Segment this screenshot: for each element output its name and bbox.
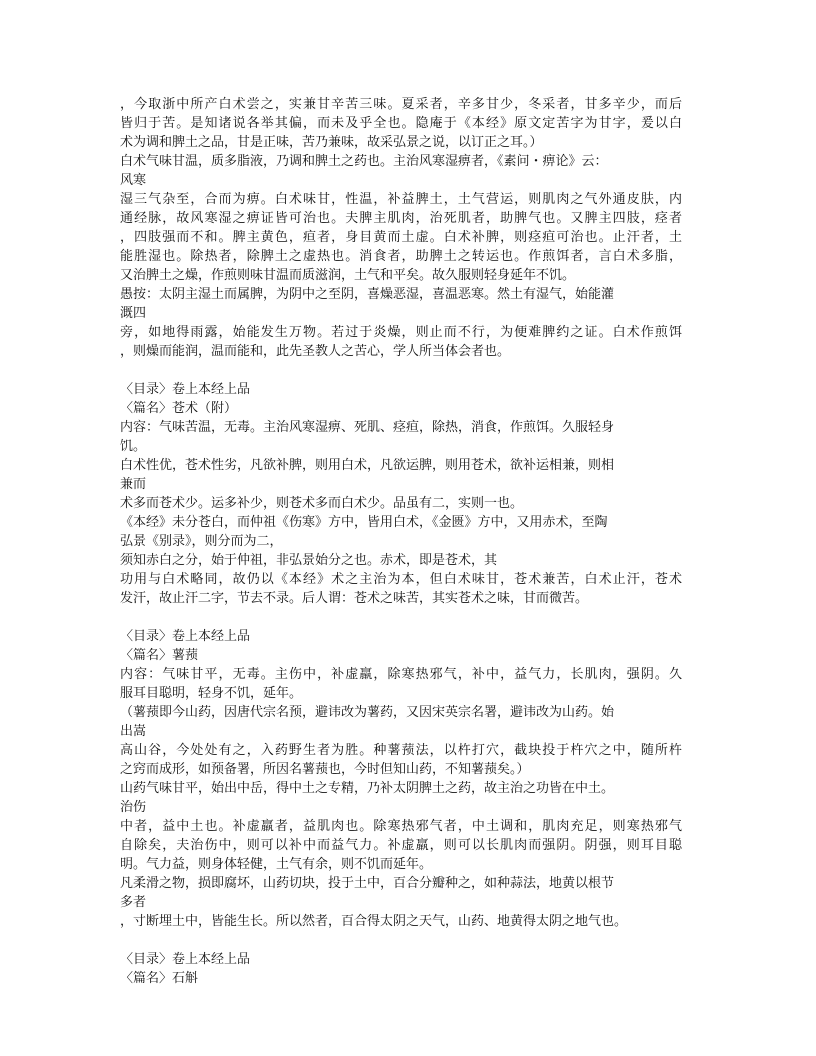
text-line: 溉四 — [120, 306, 147, 321]
text-line: 凡柔滑之物，损即腐坏，山药切块，投于土中，百合分瓣种之，如种蒜法，地黄以根节 — [120, 876, 615, 891]
text-line: 山药气味甘平，始出中岳，得中土之专精，乃补太阴脾土之药，故主治之功皆在中土。 — [120, 781, 615, 796]
paragraph-gap — [120, 931, 682, 950]
text-section — [120, 95, 682, 361]
text-line: 白术性优，苍术性劣，凡欲补脾，则用白术，凡欲运脾，则用苍术，欲补运相兼，则相 — [120, 458, 615, 473]
text-section — [120, 380, 682, 608]
text-line: 高山谷，今处处有之，入药野生者为胜。种薯蓣法，以杵打穴，截块投于杵穴之中，随所杵 — [120, 743, 682, 758]
text-line: 〈篇名〉石斛 — [120, 971, 199, 986]
text-line: 〈篇名〉薯蓣 — [120, 648, 199, 663]
text-line: ，寸断埋土中，皆能生长。所以然者，百合得太阴之天气，山药、地黄得太阴之地气也。 — [120, 914, 628, 929]
text-line: 湿三气杂至，合而为痹。白术味甘，性温，补益脾土，土气营运，则肌肉之气外通皮肤，内 — [120, 192, 682, 207]
text-line: 内容：气味苦温，无毒。主治风寒湿痹、死肌、痉疸，除热，消食，作煎饵。久服轻身 — [120, 420, 615, 435]
text-line: 愚按：太阴主湿土而属脾，为阴中之至阴，喜燥恶湿，喜温恶寒。然土有湿气，始能灌 — [120, 287, 615, 302]
paragraph-gap — [120, 361, 682, 380]
text-line: 旁，如地得雨露，始能发生万物。若过于炎燥，则止而不行，为便难脾约之证。白术作煎饵 — [120, 325, 682, 340]
text-line: ，则燥而能润，温而能和，此先圣教人之苦心，学人所当体会者也。 — [120, 344, 511, 359]
text-line: 中者，益中土也。补虚羸者，益肌肉也。除寒热邪气者，中土调和，肌肉充足，则寒热邪气 — [120, 819, 682, 834]
text-line: 〈目录〉卷上本经上品 — [120, 382, 251, 397]
text-section — [120, 950, 682, 988]
text-line: 〈目录〉卷上本经上品 — [120, 952, 251, 967]
text-line: 服耳目聪明，轻身不饥，延年。 — [120, 686, 303, 701]
text-line: 白术气味甘温，质多脂液，乃调和脾土之药也。主治风寒湿痹者，《素问・痹论》云： — [120, 154, 608, 169]
text-line: 术多而苍术少。运多补少，则苍术多而白术少。品虽有二，实则一也。 — [120, 496, 524, 511]
text-line: 〈目录〉卷上本经上品 — [120, 629, 251, 644]
text-line: 出嵩 — [120, 724, 147, 739]
text-line: 内容：气味甘平，无毒。主伤中，补虚羸，除寒热邪气，补中，益气力，长肌肉，强阴。久 — [120, 667, 682, 682]
text-line: 〈篇名〉苍术（附） — [120, 401, 238, 416]
document-page — [120, 95, 682, 988]
text-line: 风寒 — [120, 173, 147, 188]
text-line: ，今取浙中所产白术尝之，实兼甘辛苦三味。夏采者，辛多甘少，冬采者，甘多辛少，而后 — [120, 97, 682, 112]
text-line: 通经脉，故风寒湿之痹证皆可治也。夫脾主肌肉，治死肌者，助脾气也。又脾主四肢，痉者 — [120, 211, 682, 226]
text-line: 之窍而成形，如预备署，所因名薯蓣也，今时但知山药，不知薯蓣矣。） — [120, 762, 530, 777]
text-line: 能胜湿也。除热者，除脾土之虚热也。消食者，助脾土之转运也。作煎饵者，言白术多脂， — [120, 249, 682, 264]
text-line: 治伤 — [120, 800, 147, 815]
text-line: 发汗，故止汗二字，节去不录。后人谓：苍术之味苦，其实苍术之味，甘而微苦。 — [120, 591, 589, 606]
text-line: 自除矣，夫治伤中，则可以补中而益气力。补虚羸，则可以长肌肉而强阴。阴强，则耳目聪 — [120, 838, 682, 853]
text-line: （薯蓣即今山药，因唐代宗名预，避讳改为薯药，又因宋英宗名署，避讳改为山药。始 — [120, 705, 615, 720]
text-line: 兼而 — [120, 477, 147, 492]
text-line: 多者 — [120, 895, 147, 910]
text-line: 《本经》未分苍白，而仲祖《伤寒》方中，皆用白术，《金匮》方中，又用赤术，至陶 — [120, 515, 608, 530]
text-line: 功用与白术略同，故仍以《本经》术之主治为本，但白术味甘，苍术兼苦，白术止汗，苍术 — [120, 572, 682, 587]
text-line: ，四肢强而不和。脾主黄色，疸者，身目黄而土虚。白术补脾，则痉疸可治也。止汗者，土 — [120, 230, 682, 245]
text-line: 饥。 — [120, 439, 147, 454]
text-line: 皆归于苦。是知诸说各举其偏，而未及乎全也。隐庵于《本经》原文定苦字为甘字，爰以白 — [120, 116, 682, 131]
text-line: 又治脾土之燥，作煎则味甘温而质滋润，土气和平矣。故久服则轻身延年不饥。 — [120, 268, 576, 283]
text-line: 弘景《别录》，则分而为二， — [120, 534, 283, 549]
text-line: 明。气力益，则身体轻健，土气有余，则不饥而延年。 — [120, 857, 433, 872]
text-section — [120, 627, 682, 931]
text-line: 术为调和脾土之品，甘是正味，苦乃兼味，故采弘景之说，以订正之耳。） — [120, 135, 543, 150]
text-line: 须知赤白之分，始于仲祖，非弘景始分之也。赤术，即是苍术，其 — [120, 553, 498, 568]
paragraph-gap — [120, 608, 682, 627]
